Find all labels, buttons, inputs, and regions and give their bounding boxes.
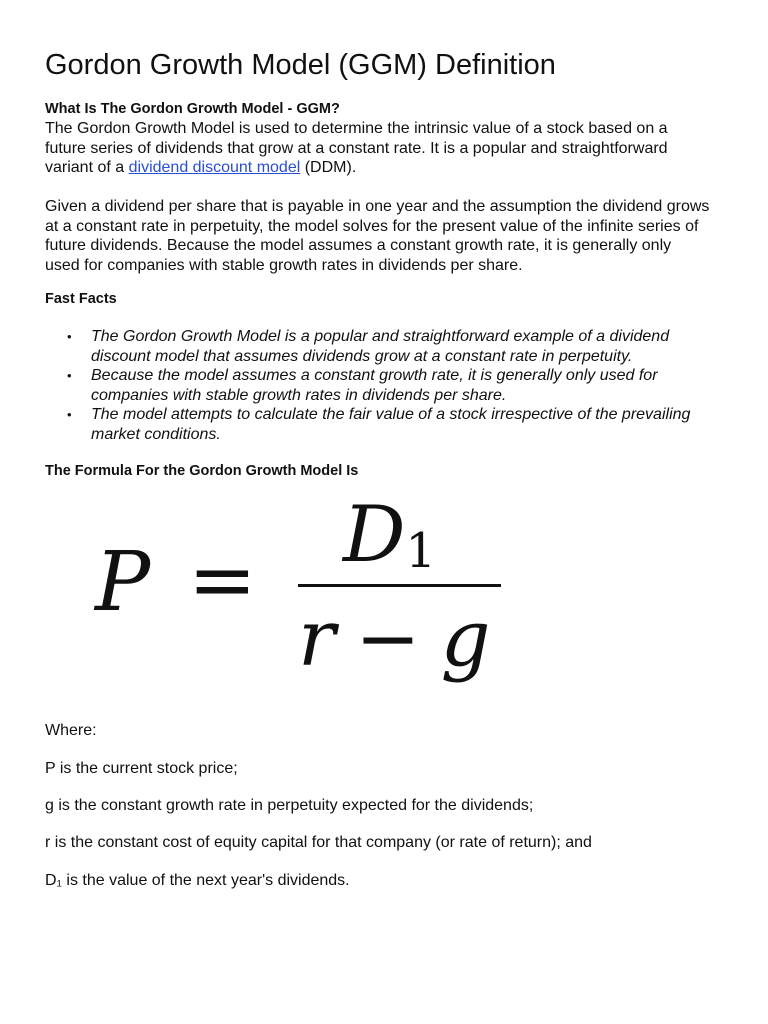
intro-line [45,158,735,178]
fast-fact-line: companies with stable growth rates in dividends per share. [91,386,507,404]
bullet-icon: • [67,329,72,344]
fast-fact-item [45,405,735,444]
intro-line-text: variant of a [45,159,129,176]
explanation-paragraph [45,197,735,275]
dividend-discount-model-link[interactable]: dividend discount model [128,159,301,176]
page-title: Gordon Growth Model (GGM) Definition [45,49,556,81]
dividend-definition: D₁ is the value of the next year's dividends. [45,872,350,889]
explanation-line: used for companies with stable growth rates in dividends per share. [45,256,523,274]
formula-heading: The Formula For the Gordon Growth Model Is [45,463,359,479]
formula-fraction-bar [298,584,501,587]
formula-dividend-symbol: D [343,490,406,580]
formula-price-symbol: P [95,535,151,630]
fast-fact-item [45,366,735,405]
fast-facts-list [45,327,735,444]
intro-line: future series of dividends that grow at a constant rate. It is a popular and straightforward [45,139,668,157]
intro-line: The Gordon Growth Model is used to determine the intrinsic value of a stock based on a [45,120,668,137]
fast-fact-line: Because the model assumes a constant growth rate, it is generally only used for [91,367,658,384]
formula-rate-symbol: r [298,594,336,684]
bullet-icon: • [67,368,72,383]
fast-fact-item [45,327,735,366]
explanation-line: future dividends. Because the model assumes a constant growth rate, it is generally only [45,237,672,254]
fast-fact-line: The Gordon Growth Model is a popular and straightforward example of a dividend [91,328,670,345]
formula-numerator [343,492,436,594]
fast-facts-heading: Fast Facts [45,291,117,307]
intro-paragraph [45,119,735,178]
bullet-icon: • [67,407,72,422]
explanation-line: Given a dividend per share that is payable in one year and the assumption the dividend grows [45,198,710,215]
formula-minus-sign: − [355,594,421,684]
intro-line-text: (DDM). [300,159,357,176]
fast-fact-line: discount model that assumes dividends grow at a constant rate in perpetuity. [91,347,633,365]
gordon-growth-formula [85,490,545,690]
return-definition: r is the constant cost of equity capital for that company (or rate of return); and [45,834,592,851]
formula-dividend-subscript: 1 [405,523,437,579]
where-label: Where: [45,722,97,739]
fast-fact-line: market conditions. [91,425,221,443]
formula-denominator [298,596,491,682]
price-definition: P is the current stock price; [45,760,238,777]
growth-definition: g is the constant growth rate in perpetuity expected for the dividends; [45,797,534,814]
fast-fact-line: The model attempts to calculate the fair value of a stock irrespective of the prevailing [91,406,691,423]
formula-growth-symbol: g [440,594,491,684]
explanation-line: at a constant rate in perpetuity, the model solves for the present value of the infinite series of [45,217,699,235]
what-is-heading: What Is The Gordon Growth Model - GGM? [45,101,340,117]
formula-equals-sign: = [188,533,257,628]
